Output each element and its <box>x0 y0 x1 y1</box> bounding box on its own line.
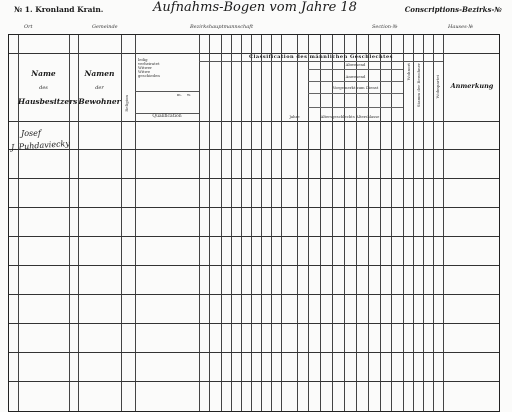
hausbesitzers-label: Hausbesitzers <box>18 97 78 106</box>
namen-label: Namen <box>84 69 115 78</box>
abwesend-label: Abwesend <box>345 62 366 67</box>
ort-label: Ort <box>24 24 33 30</box>
col-divider <box>281 35 282 411</box>
col-divider <box>368 35 369 411</box>
anwesend-underline <box>308 81 403 82</box>
geschlecht-w: w. <box>187 92 192 97</box>
row-line <box>9 178 499 179</box>
col-divider <box>391 35 392 411</box>
name-des-label: des <box>39 85 48 91</box>
col-divider <box>308 35 309 411</box>
col-divider <box>320 35 321 411</box>
col-divider <box>332 35 333 411</box>
row-line <box>9 323 499 324</box>
crownland-label: № 1. Kronland Krain. <box>14 5 104 14</box>
stand-option: Witwe <box>138 68 151 74</box>
header-bottom-line <box>9 121 499 122</box>
col-divider <box>271 35 272 411</box>
name-label: Name <box>31 69 56 78</box>
col-divider <box>413 35 414 411</box>
col-divider <box>121 35 122 411</box>
bewohner-label: Bewohner <box>78 97 121 106</box>
classification-underline <box>199 61 443 62</box>
row-line <box>9 149 499 150</box>
namen-der-label: der <box>95 85 104 91</box>
col-divider <box>261 35 262 411</box>
anmerkung-label: Anmerkung <box>450 82 494 90</box>
col-divider <box>380 35 381 411</box>
sub-underline <box>308 107 403 108</box>
col-divider <box>231 35 232 411</box>
col-divider <box>433 35 434 411</box>
stand-options <box>138 58 174 78</box>
col-divider <box>297 35 298 411</box>
handwritten-entry: J. Puhdaviecky <box>10 138 71 153</box>
abwesend-underline <box>308 69 403 70</box>
col-divider <box>221 35 222 411</box>
col-divider <box>356 35 357 411</box>
vorgemerkt-label: Vorgemerkt zum Dienst <box>332 85 379 90</box>
form-title: Aufnahms-Bogen vom Jahre 18 <box>153 0 357 15</box>
bezirk-label: Bezirkshauptmannschaft <box>190 24 254 30</box>
row-line <box>9 265 499 266</box>
stamm-label: Stamm der Bewohner <box>416 63 421 108</box>
col-divider <box>344 35 345 411</box>
stand-option: Witwer <box>138 64 152 70</box>
row-line <box>9 207 499 208</box>
hauses-label: Hauses-№ <box>448 24 474 30</box>
classification-label: Classification des männlichen Geschlechtes <box>249 54 393 60</box>
col-divider <box>403 35 404 411</box>
col-divider <box>251 35 252 411</box>
anwesend-label: Anwesend <box>345 74 366 79</box>
stand-option: ledig <box>138 57 148 62</box>
row-line <box>9 381 499 382</box>
col-divider <box>423 35 424 411</box>
row-line <box>9 352 499 353</box>
stand-option: verheiratet <box>138 60 160 66</box>
handwritten-entry: Josef <box>21 129 41 138</box>
census-form-table <box>8 34 500 412</box>
section-label: Section-№ <box>372 24 398 30</box>
col-divider <box>199 35 200 411</box>
altersjahr-label: Altersgeschlechts Altersklasse <box>320 114 380 119</box>
vorgemerkt-underline <box>308 93 403 94</box>
row-line <box>9 294 499 295</box>
row-line <box>9 236 499 237</box>
wohnpartei-label: Wohnpartei <box>435 75 440 99</box>
col-divider <box>443 35 444 411</box>
jahre-label: Jahre <box>289 114 300 119</box>
col-divider <box>241 35 242 411</box>
qualification-label: Qualification <box>152 114 182 119</box>
district-label: Conscriptions-Bezirks-№ <box>404 5 502 14</box>
geschlecht-m: m. <box>177 92 182 97</box>
religion-label: Religion <box>124 95 129 112</box>
col-divider <box>209 35 210 411</box>
stand-option: geschieden <box>138 72 160 78</box>
gemeinde-label: Gemeinde <box>92 24 118 30</box>
wohnort-label: Wohnort <box>406 63 411 81</box>
col-divider <box>69 35 70 411</box>
